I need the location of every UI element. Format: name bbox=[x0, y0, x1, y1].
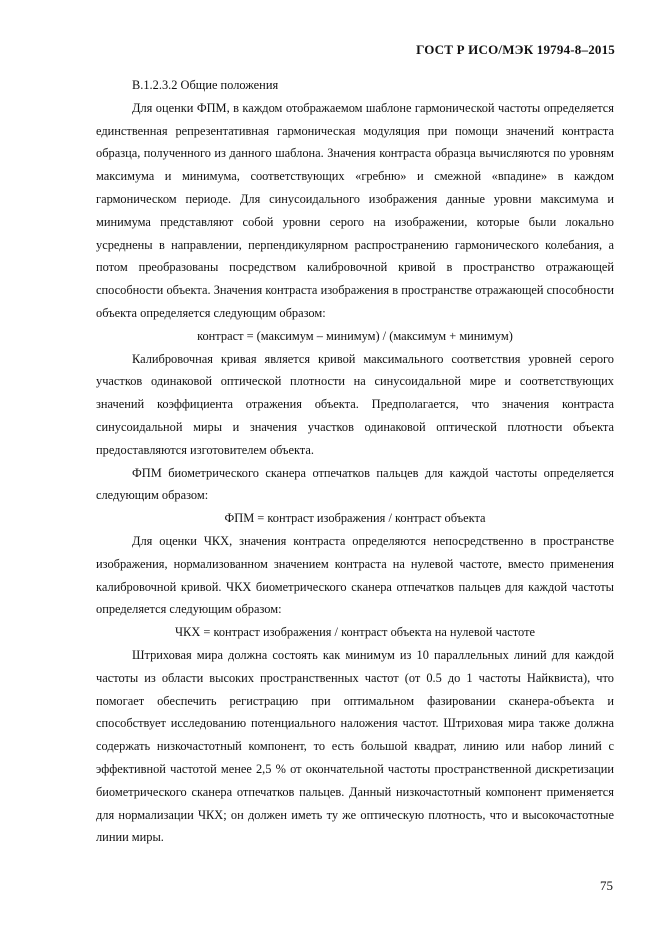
formula-ctf: ЧКХ = контраст изображения / контраст объекта на нулевой частоте bbox=[175, 625, 535, 640]
standard-header: ГОСТ Р ИСО/МЭК 19794-8–2015 bbox=[416, 42, 615, 57]
paragraph: ФПМ биометрического сканера отпечатков пальцев для каждой частоты определяется следующим образом: bbox=[96, 465, 614, 503]
page-number: 75 bbox=[600, 878, 613, 893]
formula-mtf: ФПМ = контраст изображения / контраст объекта bbox=[224, 511, 486, 526]
paragraph: Для оценки ЧКХ, значения контраста определяются непосредственно в пространстве изображения, нормализованном значением контраста на нулевой частоте, вместо применения калибровочной кривой. ЧКХ биометрического сканера отпечатков пальцев для каждой частоты определяется следующим образом: bbox=[96, 533, 614, 617]
document-body bbox=[96, 74, 614, 849]
section-heading: B.1.2.3.2 Общие положения bbox=[132, 78, 279, 92]
formula-contrast: контраст = (максимум – минимум) / (максимум + минимум) bbox=[197, 328, 513, 343]
paragraph: Для оценки ФПМ, в каждом отображаемом шаблоне гармонической частоты определяется единственная репрезентативная гармоническая модуляция при помощи значений контраста образца, полученного из данного шаблона. Значения контраста образца вычисляются по уровням максимума и минимума, соответствующих «гребню» и смежной «впадине» в каждом гармоническом периоде. Для синусоидального изображения данные уровни максимума и минимума представляют собой уровни серого на изображении, которые были локально усреднены в направлении, перпендикулярном распространению гармонического колебания, а потом преобразованы посредством калибровочной кривой в пространство отражающей способности объекта. Значения контраста изображения в пространстве отражающей способности объекта определяется следующим образом: bbox=[96, 100, 614, 320]
paragraph: Калибровочная кривая является кривой максимального соответствия уровней серого участков одинаковой оптической плотности на синусоидальной мире и соответствующих значений коэффициента отражения объекта. Предполагается, что значения контраста синусоидальной миры и значения участков одинаковой оптической плотности объекта предоставляются изготовителем объекта. bbox=[96, 351, 614, 457]
paragraph: Штриховая мира должна состоять как минимум из 10 параллельных линий для каждой частоты из области высоких пространственных частот (от 0.5 до 1 частоты Найквиста), что помогает обеспечить регистрацию при оптимальном фазировании сканера-объекта и способствует исследованию потенциального наложения частот. Штриховая мира также должна содержать низкочастотный компонент, то есть большой квадрат, линию или набор линий с эффективной частотой менее 2,5 % от окончательной частоты пространственной дискретизации биометрического сканера отпечатков пальцев. Данный низкочастотный компонент применяется для нормализации ЧКХ; он должен иметь ту же оптическую плотность, что и высокочастотные линии миры. bbox=[96, 647, 614, 845]
